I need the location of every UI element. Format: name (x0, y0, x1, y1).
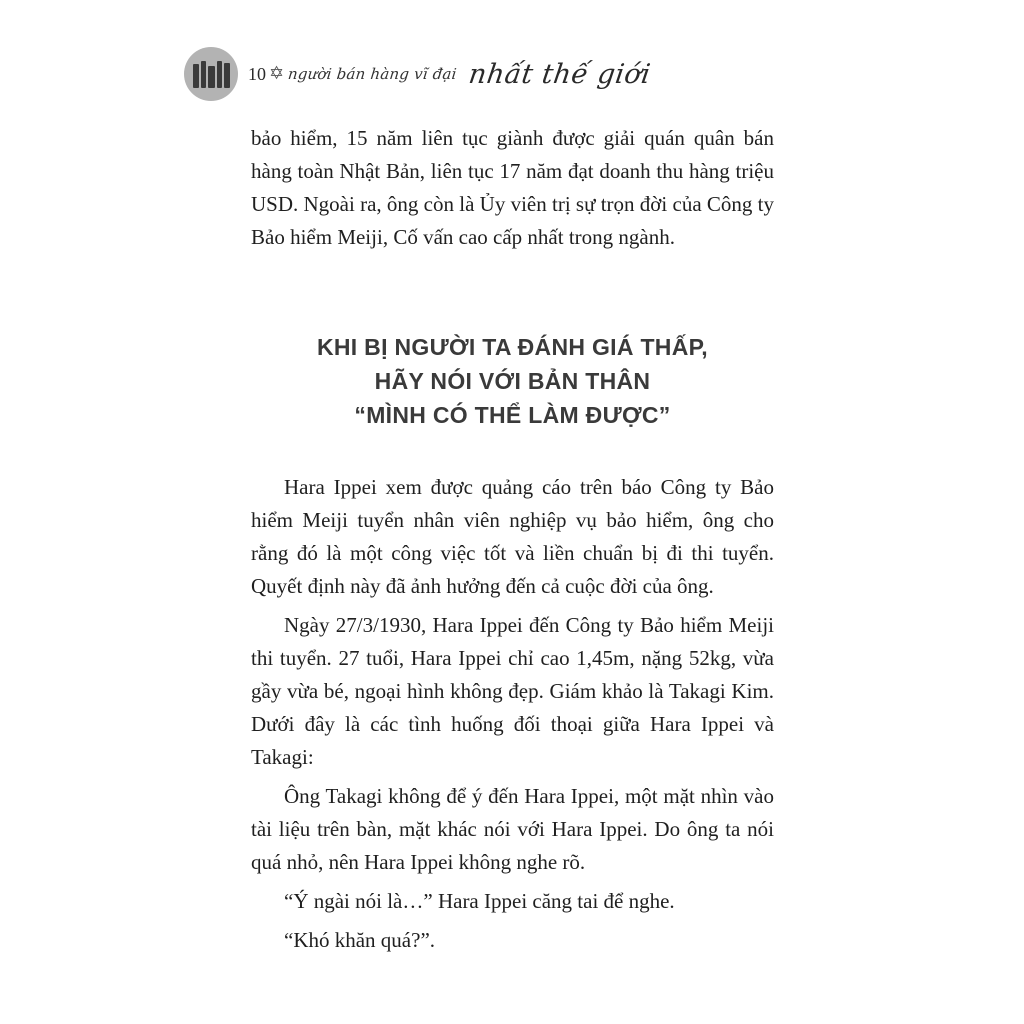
intro-paragraph: bảo hiểm, 15 năm liên tục giành được giải quán quân bán hàng toàn Nhật Bản, liên tục 17 năm đạt doanh thu hàng triệu USD. Ngoài ra, ông còn là Ủy viên trị sự trọn đời của Công ty Bảo hiểm Meiji, Cố vấn cao cấp nhất trong ngành. (251, 126, 774, 249)
section-heading-line-3: “MÌNH CÓ THỂ LÀM ĐƯỢC” (354, 402, 671, 428)
intro-paragraph-block (251, 122, 774, 254)
section-heading-line-2: HÃY NÓI VỚI BẢN THÂN (374, 368, 651, 394)
section-heading-line-1: KHI BỊ NGƯỜI TA ĐÁNH GIÁ THẤP, (316, 334, 708, 360)
body-paragraph: Hara Ippei xem được quảng cáo trên báo Công ty Bảo hiểm Meiji tuyển nhân viên nghiệp vụ bảo hiểm, ông cho rằng đó là một công việc tốt và liền chuẩn bị đi thi tuyển. Quyết định này đã ảnh hưởng đến cả cuộc đời của ông. (251, 475, 774, 598)
bookshelf-icon (184, 47, 238, 101)
body-paragraph: Ông Takagi không để ý đến Hara Ippei, một mặt nhìn vào tài liệu trên bàn, mặt khác nói với Hara Ippei. Do ông ta nói quá nhỏ, nên Hara Ippei không nghe rõ. (251, 784, 774, 874)
running-title-small: người bán hàng vĩ đại (287, 65, 458, 83)
six-pointed-star-icon: ✡ (269, 63, 285, 84)
running-header (184, 46, 653, 102)
body-paragraph: Ngày 27/3/1930, Hara Ippei đến Công ty Bảo hiểm Meiji thi tuyển. 27 tuổi, Hara Ippei chỉ cao 1,45m, nặng 52kg, vừa gầy vừa bé, ngoại hình không đẹp. Giám khảo là Takagi Kim. Dưới đây là các tình huống đối thoại giữa Hara Ippei và Takagi: (251, 613, 774, 769)
dialogue-line: “Ý ngài nói là…” Hara Ippei căng tai để nghe. (284, 889, 675, 913)
running-title-big: nhất thế giới (466, 58, 653, 90)
dialogue-line: “Khó khăn quá?”. (284, 928, 436, 952)
body-text (251, 471, 774, 963)
page-number: 10 (248, 63, 266, 84)
section-heading (251, 330, 774, 432)
